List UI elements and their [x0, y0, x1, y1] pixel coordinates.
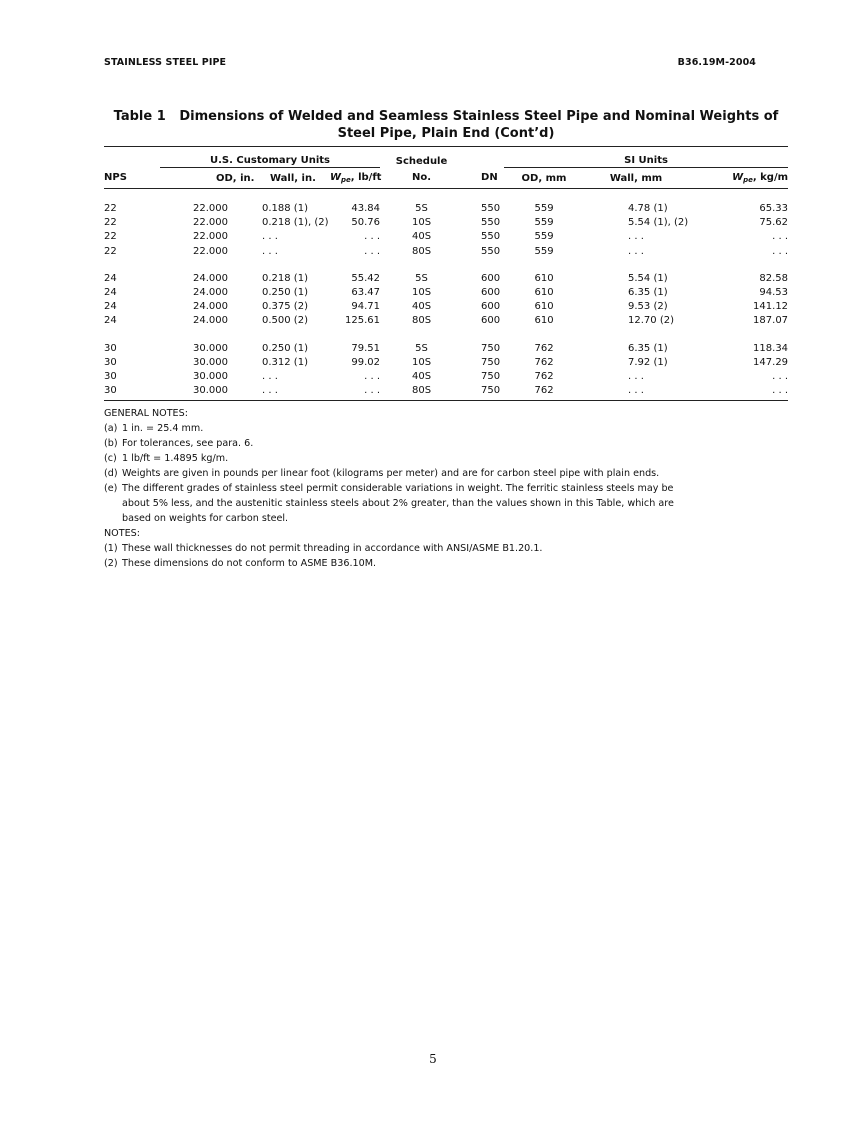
cell-wall-in: . . .	[262, 231, 278, 243]
wpe-us-symbol: W	[330, 172, 342, 183]
note-tag: (c)	[104, 453, 117, 464]
table-column-header-row	[104, 168, 788, 189]
cell-od-mm: 559	[534, 203, 554, 214]
col-header-schedule-no: No.	[380, 168, 463, 189]
note-item	[104, 436, 704, 451]
cell-od-in: 24.000	[193, 287, 228, 299]
cell-wall-in: 0.188 (1)	[262, 203, 308, 214]
general-notes-heading: GENERAL NOTES:	[104, 408, 188, 419]
cell-od-in: 24.000	[193, 272, 228, 284]
notes-heading: NOTES:	[104, 528, 140, 539]
note-text: The different grades of stainless steel permit considerable variations in weight. The ferritic stainless steels may be about 5% less, and the austenitic stainless steels about 2% greater, than the values shown in this Table, which are based on weights for carbon steel.	[122, 483, 674, 524]
wpe-us-unit: , lb/ft	[350, 172, 382, 183]
note-tag: (b)	[104, 438, 118, 449]
cell-nps: 24	[104, 315, 117, 327]
cell-nps: 22	[104, 203, 117, 214]
cell-dn: 600	[481, 287, 501, 299]
cell-od-in: 30.000	[193, 385, 228, 397]
cell-wall-mm: . . .	[628, 231, 644, 243]
table-row	[104, 314, 788, 328]
cell-od-mm: 762	[534, 342, 554, 354]
table-row	[104, 300, 788, 314]
note-tag: (d)	[104, 468, 118, 479]
table-row	[104, 272, 788, 286]
cell-dn: 550	[481, 245, 501, 257]
cell-wpe-si: 118.34	[753, 342, 789, 354]
cell-nps: 30	[104, 371, 117, 383]
table-row	[104, 286, 788, 300]
col-header-wall-mm: Wall, mm	[584, 168, 688, 189]
col-header-od-in: OD, in.	[160, 168, 232, 189]
cell-nps: 22	[104, 231, 117, 243]
cell-wall-mm: . . .	[628, 385, 644, 397]
cell-od-mm: 610	[534, 315, 554, 327]
cell-schedule: 5S	[415, 342, 428, 354]
note-item	[104, 451, 704, 466]
cell-dn: 550	[481, 231, 501, 243]
cell-dn: 550	[481, 217, 501, 229]
cell-wall-mm: . . .	[628, 245, 644, 257]
cell-wpe-si: . . .	[772, 231, 789, 243]
table-group-spacer	[104, 189, 788, 203]
cell-wall-in: 0.250 (1)	[262, 342, 308, 354]
cell-dn: 750	[481, 385, 501, 397]
running-header-standard: B36.19M-2004	[677, 57, 756, 68]
table-title	[104, 108, 788, 142]
cell-wpe-si: 65.33	[759, 203, 789, 214]
wpe-si-symbol: W	[732, 172, 744, 183]
cell-od-mm: 762	[534, 385, 554, 397]
cell-od-in: 22.000	[193, 231, 228, 243]
cell-dn: 550	[481, 203, 501, 214]
cell-od-in: 24.000	[193, 301, 228, 313]
schedule-group-header: Schedule	[380, 147, 463, 168]
cell-od-in: 22.000	[193, 245, 228, 257]
cell-wall-in: 0.375 (2)	[262, 301, 308, 313]
col-header-od-mm: OD, mm	[504, 168, 584, 189]
note-tag: (a)	[104, 423, 118, 434]
cell-dn: 750	[481, 371, 501, 383]
cell-od-mm: 610	[534, 272, 554, 284]
cell-dn: 750	[481, 356, 501, 368]
table-group-spacer	[104, 329, 788, 342]
note-tag: (2)	[104, 558, 118, 569]
cell-wall-in: 0.218 (1), (2)	[262, 217, 329, 229]
note-tag: (1)	[104, 543, 118, 554]
cell-od-in: 30.000	[193, 356, 228, 368]
cell-nps: 30	[104, 356, 117, 368]
cell-schedule: 10S	[411, 217, 432, 229]
cell-wpe-us: 79.51	[351, 342, 381, 354]
cell-od-mm: 762	[534, 371, 554, 383]
cell-od-in: 22.000	[193, 203, 228, 214]
cell-wpe-us: 43.84	[351, 203, 381, 214]
cell-wpe-si: 75.62	[759, 217, 789, 229]
table-row	[104, 202, 788, 216]
note-text: 1 in. = 25.4 mm.	[122, 423, 204, 434]
running-header	[104, 57, 756, 71]
cell-wpe-us: 55.42	[351, 272, 381, 284]
cell-wall-mm: 7.92 (1)	[628, 356, 668, 368]
cell-schedule: 80S	[411, 245, 432, 257]
dimensions-table	[104, 146, 788, 401]
table-row	[104, 245, 788, 259]
cell-wall-mm: 5.54 (1)	[628, 272, 668, 284]
notes-list	[104, 541, 704, 571]
col-header-dn: DN	[463, 168, 504, 189]
cell-wpe-us: 63.47	[351, 287, 381, 299]
cell-schedule: 40S	[411, 371, 432, 383]
notes-block	[104, 406, 704, 571]
note-text: These wall thicknesses do not permit threading in accordance with ANSI/ASME B1.20.1.	[122, 543, 543, 554]
cell-wall-in: . . .	[262, 371, 278, 383]
cell-wall-in: 0.218 (1)	[262, 272, 308, 284]
us-units-group-header: U.S. Customary Units	[160, 147, 380, 168]
cell-wpe-us: . . .	[364, 245, 381, 257]
cell-od-in: 30.000	[193, 371, 228, 383]
cell-nps: 24	[104, 301, 117, 313]
cell-od-mm: 559	[534, 231, 554, 243]
wpe-si-subscript: pe	[743, 176, 753, 184]
cell-nps: 30	[104, 342, 117, 354]
si-units-group-header: SI Units	[504, 147, 788, 168]
cell-wpe-us: . . .	[364, 385, 381, 397]
note-item	[104, 466, 704, 481]
cell-wpe-si: . . .	[772, 371, 789, 383]
table-row	[104, 356, 788, 370]
cell-schedule: 10S	[411, 356, 432, 368]
cell-wpe-us: 94.71	[351, 301, 381, 313]
cell-wpe-us: 50.76	[351, 217, 381, 229]
cell-od-in: 24.000	[193, 315, 228, 327]
cell-nps: 30	[104, 385, 117, 397]
cell-wall-mm: 5.54 (1), (2)	[628, 217, 689, 229]
note-text: Weights are given in pounds per linear foot (kilograms per meter) and are for carbon steel pipe with plain ends.	[122, 468, 660, 479]
table-bottom-rule	[104, 398, 788, 401]
table-group-header-row	[104, 147, 788, 168]
cell-wall-in: 0.250 (1)	[262, 287, 308, 299]
table-row	[104, 342, 788, 356]
cell-nps: 22	[104, 245, 117, 257]
cell-wall-mm: 6.35 (1)	[628, 287, 668, 299]
col-header-nps: NPS	[104, 168, 160, 189]
col-header-wpe-si	[688, 168, 788, 189]
cell-wpe-si: 94.53	[759, 287, 789, 299]
cell-schedule: 80S	[411, 385, 432, 397]
table-row	[104, 216, 788, 230]
table-title-line-2: Steel Pipe, Plain End (Cont’d)	[337, 126, 555, 141]
cell-wall-in: 0.312 (1)	[262, 356, 308, 368]
general-notes-list	[104, 421, 704, 526]
table-group-spacer	[104, 259, 788, 272]
cell-od-in: 30.000	[193, 342, 228, 354]
cell-wpe-us: 125.61	[345, 315, 381, 327]
cell-wpe-us: . . .	[364, 371, 381, 383]
cell-schedule: 5S	[415, 203, 428, 214]
dimensions-table-wrapper	[104, 146, 788, 401]
note-text: 1 lb/ft = 1.4895 kg/m.	[122, 453, 229, 464]
cell-schedule: 40S	[411, 301, 432, 313]
table-row	[104, 230, 788, 244]
cell-dn: 600	[481, 315, 501, 327]
cell-wall-mm: . . .	[628, 371, 644, 383]
cell-wpe-si: 187.07	[753, 315, 789, 327]
cell-wpe-si: . . .	[772, 245, 789, 257]
note-item	[104, 556, 704, 571]
note-item	[104, 421, 704, 436]
cell-nps: 24	[104, 272, 117, 284]
table-row	[104, 370, 788, 384]
cell-nps: 24	[104, 287, 117, 299]
table-body	[104, 189, 788, 401]
note-item	[104, 541, 704, 556]
wpe-us-subscript: pe	[341, 176, 351, 184]
cell-wall-mm: 9.53 (2)	[628, 301, 668, 313]
cell-schedule: 40S	[411, 231, 432, 243]
cell-wall-in: . . .	[262, 245, 278, 257]
cell-schedule: 80S	[411, 315, 432, 327]
cell-dn: 600	[481, 301, 501, 313]
note-tag: (e)	[104, 483, 118, 494]
cell-wpe-us: 99.02	[351, 356, 381, 368]
cell-wpe-si: 82.58	[759, 272, 789, 284]
cell-od-mm: 559	[534, 217, 554, 229]
cell-od-mm: 559	[534, 245, 554, 257]
cell-wall-in: 0.500 (2)	[262, 315, 308, 327]
cell-od-mm: 610	[534, 287, 554, 299]
cell-wall-mm: 12.70 (2)	[628, 315, 674, 327]
table-row	[104, 384, 788, 398]
cell-wpe-si: . . .	[772, 385, 789, 397]
cell-wpe-us: . . .	[364, 231, 381, 243]
note-text: For tolerances, see para. 6.	[122, 438, 254, 449]
cell-od-in: 22.000	[193, 217, 228, 229]
cell-nps: 22	[104, 217, 117, 229]
col-header-wall-in: Wall, in.	[232, 168, 330, 189]
cell-dn: 750	[481, 342, 501, 354]
note-text: These dimensions do not conform to ASME B36.10M.	[122, 558, 377, 569]
cell-wpe-si: 147.29	[753, 356, 789, 368]
cell-wall-mm: 4.78 (1)	[628, 203, 668, 214]
cell-od-mm: 610	[534, 301, 554, 313]
cell-schedule: 10S	[411, 287, 432, 299]
cell-wpe-si: 141.12	[753, 301, 789, 313]
page-number: 5	[429, 1052, 437, 1066]
cell-od-mm: 762	[534, 356, 554, 368]
note-item	[104, 481, 704, 526]
wpe-si-unit: , kg/m	[752, 172, 789, 183]
cell-wall-in: . . .	[262, 385, 278, 397]
cell-schedule: 5S	[415, 272, 428, 284]
cell-wall-mm: 6.35 (1)	[628, 342, 668, 354]
table-title-line-1: Table 1 Dimensions of Welded and Seamless Stainless Steel Pipe and Nominal Weights of	[113, 109, 779, 124]
running-header-section: STAINLESS STEEL PIPE	[104, 57, 227, 68]
col-header-wpe-us	[330, 168, 380, 189]
cell-dn: 600	[481, 272, 501, 284]
